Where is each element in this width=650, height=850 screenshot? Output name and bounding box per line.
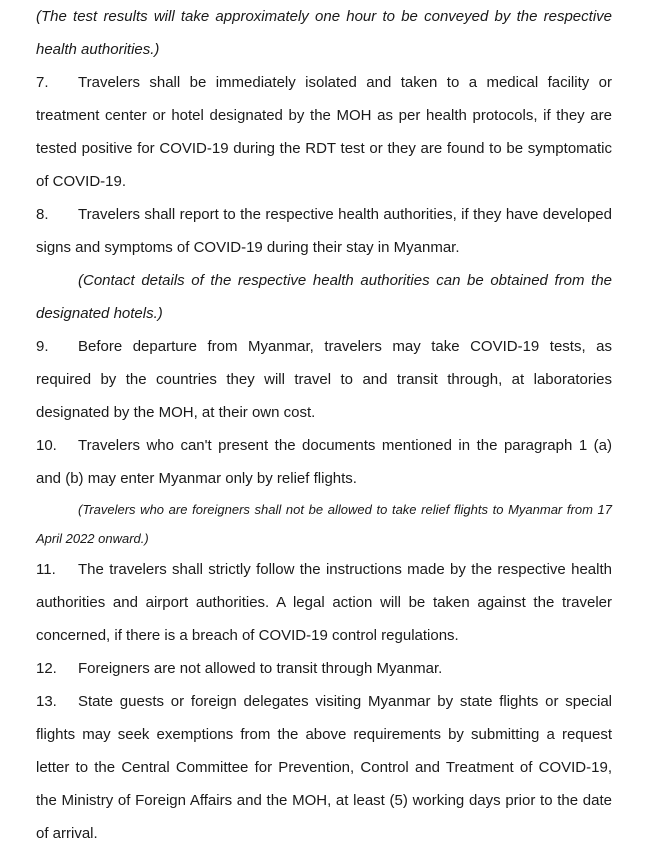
item-12 xyxy=(36,652,612,685)
note-test-results: (The test results will take approximately one hour to be conveyed by the respective health authorities.) xyxy=(36,8,612,58)
item-text: Before departure from Myanmar, travelers may take COVID-19 tests, as required by the countries they will travel to and transit through, at laboratories designated by the MOH, at their own cost. xyxy=(36,338,612,421)
item-text: Foreigners are not allowed to transit through Myanmar. xyxy=(78,660,443,677)
item-10 xyxy=(36,429,612,495)
item-number: 8. xyxy=(36,206,49,223)
item-number: 13. xyxy=(36,693,57,710)
item-8 xyxy=(36,198,612,264)
item-11 xyxy=(36,553,612,652)
item-text: Travelers shall be immediately isolated and taken to a medical facility or treatment center or hotel designated by the MOH as per health protocols, if they are tested positive for COVID-19 during the RDT test or they are found to be symptomatic of COVID-19. xyxy=(36,74,612,190)
item-number: 9. xyxy=(36,338,49,355)
document-page xyxy=(36,0,612,850)
item-text: State guests or foreign delegates visiting Myanmar by state flights or special flights may seek exemptions from the above requirements by submitting a request letter to the Central Committee for Prevention, Control and Treatment of COVID-19, the Ministry of Foreign Affairs and the MOH, at least (5) working days prior to the date of arrival. xyxy=(36,693,612,842)
item-13 xyxy=(36,685,612,850)
note-contact-details: (Contact details of the respective health authorities can be obtained from the designated hotels.) xyxy=(36,272,612,322)
item-9 xyxy=(36,330,612,429)
item-text: Travelers who can't present the documents mentioned in the paragraph 1 (a) and (b) may enter Myanmar only by relief flights. xyxy=(36,437,612,487)
item-number: 7. xyxy=(36,74,49,91)
item-text: The travelers shall strictly follow the instructions made by the respective health authorities and airport authorities. A legal action will be taken against the traveler concerned, if there is a breach of COVID-19 control regulations. xyxy=(36,561,612,644)
item-number: 10. xyxy=(36,437,57,454)
item-number: 12. xyxy=(36,660,57,677)
item-7 xyxy=(36,66,612,198)
note-relief-flights: (Travelers who are foreigners shall not be allowed to take relief flights to Myanmar from 17 April 2022 onward.) xyxy=(36,502,612,546)
item-text: Travelers shall report to the respective health authorities, if they have developed signs and symptoms of COVID-19 during their stay in Myanmar. xyxy=(36,206,612,256)
item-number: 11. xyxy=(36,561,56,578)
